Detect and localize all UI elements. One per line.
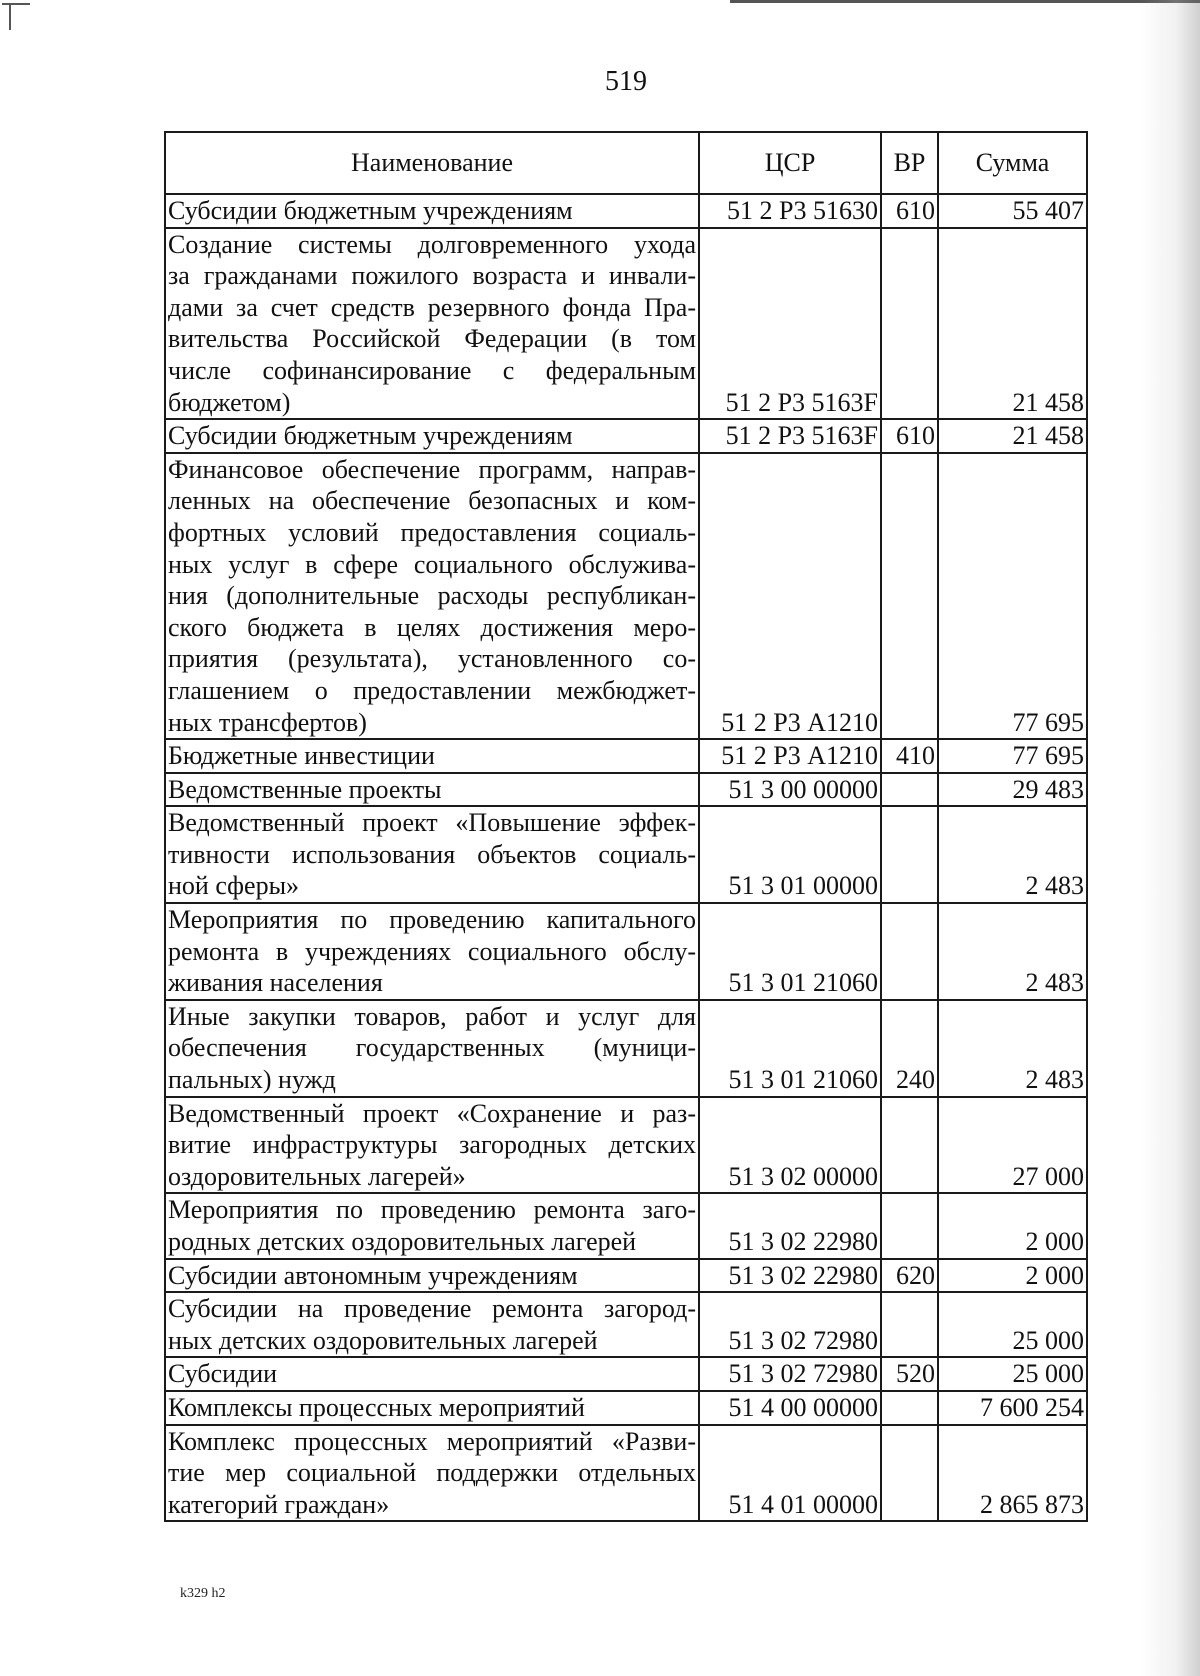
cell-vr: 520 [881, 1357, 938, 1391]
name-line: обеспечения государственных (муници- [168, 1033, 696, 1063]
table-row [165, 903, 1087, 1000]
cell-sum: 27 000 [938, 1097, 1087, 1194]
cell-name [165, 194, 699, 228]
cell-csr: 51 4 00 00000 [699, 1391, 881, 1425]
cell-csr: 51 2 Р3 5163F [699, 419, 881, 453]
cell-vr: 610 [881, 419, 938, 453]
cell-sum: 77 695 [938, 453, 1087, 739]
name-line: за гражданами пожилого возраста и инвали- [168, 261, 696, 291]
cell-csr: 51 3 00 00000 [699, 773, 881, 807]
cell-name [165, 1357, 699, 1391]
name-line: ных детских оздоровительных лагерей [168, 1325, 598, 1355]
cell-csr: 51 3 01 21060 [699, 1000, 881, 1097]
cell-name [165, 419, 699, 453]
table-row [165, 194, 1087, 228]
cell-vr [881, 1425, 938, 1522]
cell-name [165, 1097, 699, 1194]
cell-sum: 29 483 [938, 773, 1087, 807]
name-line: витие инфраструктуры загородных детских [168, 1130, 696, 1160]
name-line: глашением о предоставлении межбюджет- [168, 675, 696, 705]
name-line: Финансовое обеспечение программ, направ- [168, 454, 696, 484]
name-line: Бюджетные инвестиции [168, 741, 435, 771]
name-line: Комплексы процессных мероприятий [168, 1392, 585, 1422]
name-line: Создание системы долговременного ухода [168, 229, 696, 259]
name-line: фортных условий предоставления социаль- [168, 517, 696, 547]
cell-vr [881, 1292, 938, 1357]
cell-csr: 51 3 01 21060 [699, 903, 881, 1000]
cell-vr [881, 1097, 938, 1194]
name-line: Ведомственные проекты [168, 774, 442, 804]
table-header-row [165, 132, 1087, 194]
table-row [165, 419, 1087, 453]
name-line: ского бюджета в целях достижения меро- [168, 612, 696, 642]
cell-csr: 51 3 02 72980 [699, 1357, 881, 1391]
name-line: Субсидии автономным учреждениям [168, 1260, 578, 1290]
cell-csr: 51 3 02 00000 [699, 1097, 881, 1194]
cell-vr [881, 903, 938, 1000]
cell-vr [881, 453, 938, 739]
table-row [165, 1193, 1087, 1258]
page-number: 519 [605, 66, 647, 97]
cell-sum: 25 000 [938, 1357, 1087, 1391]
cell-csr: 51 3 01 00000 [699, 806, 881, 903]
table-row [165, 1391, 1087, 1425]
cell-sum: 2 483 [938, 903, 1087, 1000]
table-row [165, 1097, 1087, 1194]
cell-csr: 51 2 Р3 5163F [699, 228, 881, 420]
cell-sum: 7 600 254 [938, 1391, 1087, 1425]
cell-sum: 2 000 [938, 1193, 1087, 1258]
cell-name [165, 806, 699, 903]
cell-vr: 620 [881, 1259, 938, 1293]
name-line: ной сферы» [168, 871, 300, 901]
cell-sum: 77 695 [938, 739, 1087, 773]
cell-vr [881, 1193, 938, 1258]
cell-name [165, 1259, 699, 1293]
name-line: родных детских оздоровительных лагерей [168, 1227, 637, 1256]
name-line: числе софинансирование с федеральным [168, 355, 696, 385]
name-line: приятия (результата), установленного со- [168, 644, 696, 674]
cell-csr: 51 4 01 00000 [699, 1425, 881, 1522]
name-line: Субсидии [168, 1359, 278, 1389]
budget-table [164, 131, 1088, 1522]
table-row [165, 453, 1087, 739]
footer-code: k329 h2 [180, 1586, 226, 1601]
cell-vr: 240 [881, 1000, 938, 1097]
cell-vr: 410 [881, 739, 938, 773]
name-line: дами за счет средств резервного фонда Пра- [168, 292, 696, 322]
name-line: ных услуг в сфере социального обслужива- [168, 549, 696, 579]
cell-sum: 2 483 [938, 806, 1087, 903]
scan-right-edge [1140, 0, 1200, 1676]
name-line: ремонта в учреждениях социального обслу- [168, 936, 696, 966]
table-row [165, 1259, 1087, 1293]
header-sum: Сумма [938, 132, 1087, 194]
cell-vr [881, 773, 938, 807]
cell-name [165, 739, 699, 773]
name-line: категорий граждан» [168, 1489, 390, 1519]
cell-sum: 2 000 [938, 1259, 1087, 1293]
table-body [165, 194, 1087, 1521]
cell-name [165, 228, 699, 420]
cell-name [165, 773, 699, 807]
name-line: вительства Российской Федерации (в том [168, 324, 696, 354]
cell-csr: 51 2 Р3 А1210 [699, 739, 881, 773]
cell-name [165, 453, 699, 739]
cell-csr: 51 3 02 72980 [699, 1292, 881, 1357]
table-row [165, 1292, 1087, 1357]
name-line: пальных) нужд [168, 1065, 336, 1095]
cell-csr: 51 2 Р3 51630 [699, 194, 881, 228]
table-row [165, 1000, 1087, 1097]
name-line: Субсидии бюджетным учреждениям [168, 421, 573, 451]
table-row [165, 806, 1087, 903]
cell-csr: 51 3 02 22980 [699, 1193, 881, 1258]
name-line: тие мер социальной поддержки отдельных [168, 1458, 696, 1488]
cell-csr: 51 2 Р3 А1210 [699, 453, 881, 739]
table-row [165, 773, 1087, 807]
cell-name [165, 1000, 699, 1097]
header-name: Наименование [165, 132, 699, 194]
name-line: Мероприятия по проведению ремонта заго- [168, 1195, 696, 1225]
cell-name [165, 1193, 699, 1258]
cell-name [165, 1425, 699, 1522]
name-line: Иные закупки товаров, работ и услуг для [168, 1001, 696, 1031]
name-line: Субсидии бюджетным учреждениям [168, 196, 573, 225]
table-row [165, 228, 1087, 420]
header-csr: ЦСР [699, 132, 881, 194]
cell-sum: 21 458 [938, 419, 1087, 453]
cell-sum: 55 407 [938, 194, 1087, 228]
cell-name [165, 1292, 699, 1357]
name-line: ленных на обеспечение безопасных и ком- [168, 486, 696, 516]
scan-top-edge [730, 0, 1200, 3]
cell-sum: 21 458 [938, 228, 1087, 420]
name-line: бюджетом) [168, 387, 291, 417]
name-line: Мероприятия по проведению капитального [168, 905, 696, 935]
name-line: ных трансфертов) [168, 707, 367, 737]
table-row [165, 1425, 1087, 1522]
table-row [165, 739, 1087, 773]
name-line: Субсидии на проведение ремонта загород- [168, 1294, 696, 1324]
cell-vr [881, 228, 938, 420]
name-line: Ведомственный проект «Повышение эффек- [168, 808, 696, 838]
cell-name [165, 1391, 699, 1425]
header-vr: ВР [881, 132, 938, 194]
cell-vr: 610 [881, 194, 938, 228]
cell-sum: 2 483 [938, 1000, 1087, 1097]
cell-vr [881, 806, 938, 903]
name-line: Ведомственный проект «Сохранение и раз- [168, 1098, 696, 1128]
name-line: оздоровительных лагерей» [168, 1161, 466, 1191]
cell-vr [881, 1391, 938, 1425]
cell-name [165, 903, 699, 1000]
name-line: ния (дополнительные расходы республикан- [168, 581, 696, 611]
cell-csr: 51 3 02 22980 [699, 1259, 881, 1293]
cell-sum: 25 000 [938, 1292, 1087, 1357]
name-line: живания населения [168, 968, 383, 998]
name-line: Комплекс процессных мероприятий «Разви- [168, 1426, 696, 1456]
name-line: тивности использования объектов социаль- [168, 839, 696, 869]
scan-corner-mark [0, 0, 40, 40]
table-row [165, 1357, 1087, 1391]
cell-sum: 2 865 873 [938, 1425, 1087, 1522]
